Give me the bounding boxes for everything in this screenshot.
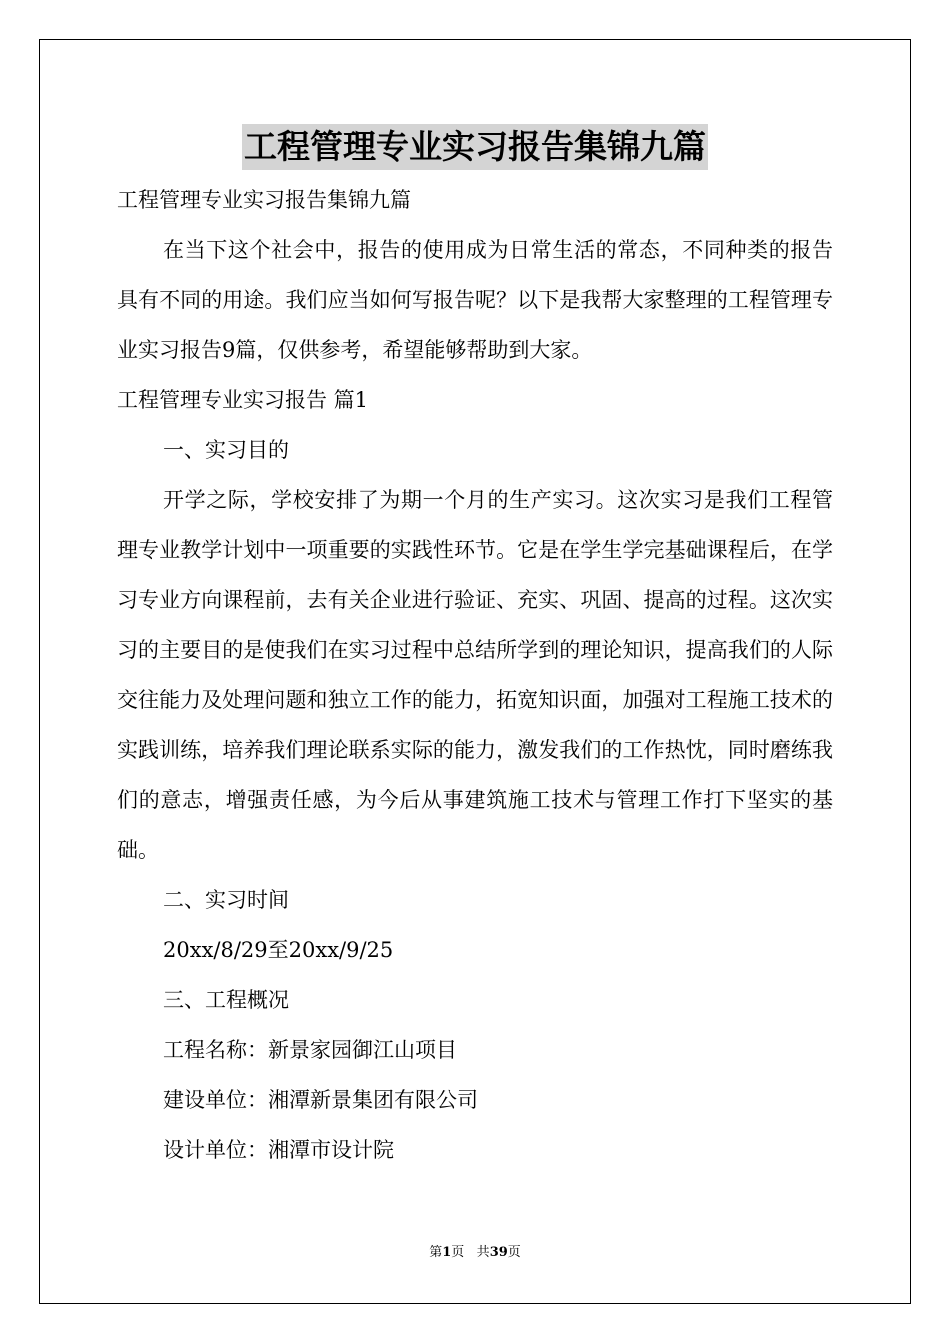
- construction-unit: 建设单位：湘潭新景集团有限公司: [163, 1088, 478, 1112]
- total-pages: 39: [489, 1245, 508, 1260]
- document-title: 工程管理专业实习报告集锦九篇: [242, 124, 708, 170]
- title-wrapper: [0, 124, 950, 170]
- document-body: [117, 175, 833, 1175]
- project-name: 工程名称：新景家园御江山项目: [163, 1038, 457, 1062]
- heading-purpose: 一、实习目的: [163, 438, 289, 462]
- page-number: 1: [442, 1245, 452, 1260]
- intro-paragraph: 在当下这个社会中，报告的使用成为日常生活的常态，不同种类的报告具有不同的用途。我们应当如何写报告呢？以下是我帮大家整理的工程管理专业实习报告9篇，仅供参考，希望能够帮助到大家。: [117, 238, 833, 362]
- time-range: 20xx/8/29至20xx/9/25: [163, 938, 394, 962]
- page-prefix: 第: [429, 1245, 443, 1260]
- heading-time: 二、实习时间: [163, 888, 289, 912]
- purpose-paragraph: 开学之际，学校安排了为期一个月的生产实习。这次实习是我们工程管理专业教学计划中一项重要的实践性环节。它是在学生学完基础课程后，在学习专业方向课程前，去有关企业进行验证、充实、巩固、提高的过程。这次实习的主要目的是使我们在实习过程中总结所学到的理论知识，提高我们的人际交往能力及处理问题和独立工作的能力，拓宽知识面，加强对工程施工技术的实践训练，培养我们理论联系实际的能力，激发我们的工作热忱，同时磨练我们的意志，增强责任感，为今后从事建筑施工技术与管理工作打下坚实的基础。: [117, 488, 833, 862]
- heading-overview: 三、工程概况: [163, 988, 289, 1012]
- design-unit: 设计单位：湘潭市设计院: [163, 1138, 394, 1162]
- section-heading: 工程管理专业实习报告 篇1: [117, 388, 369, 412]
- total-prefix: 共: [476, 1245, 490, 1260]
- page-footer: [0, 1244, 950, 1262]
- page-suffix: 页: [451, 1245, 465, 1260]
- subtitle-paragraph: 工程管理专业实习报告集锦九篇: [117, 188, 411, 212]
- total-suffix: 页: [507, 1245, 521, 1260]
